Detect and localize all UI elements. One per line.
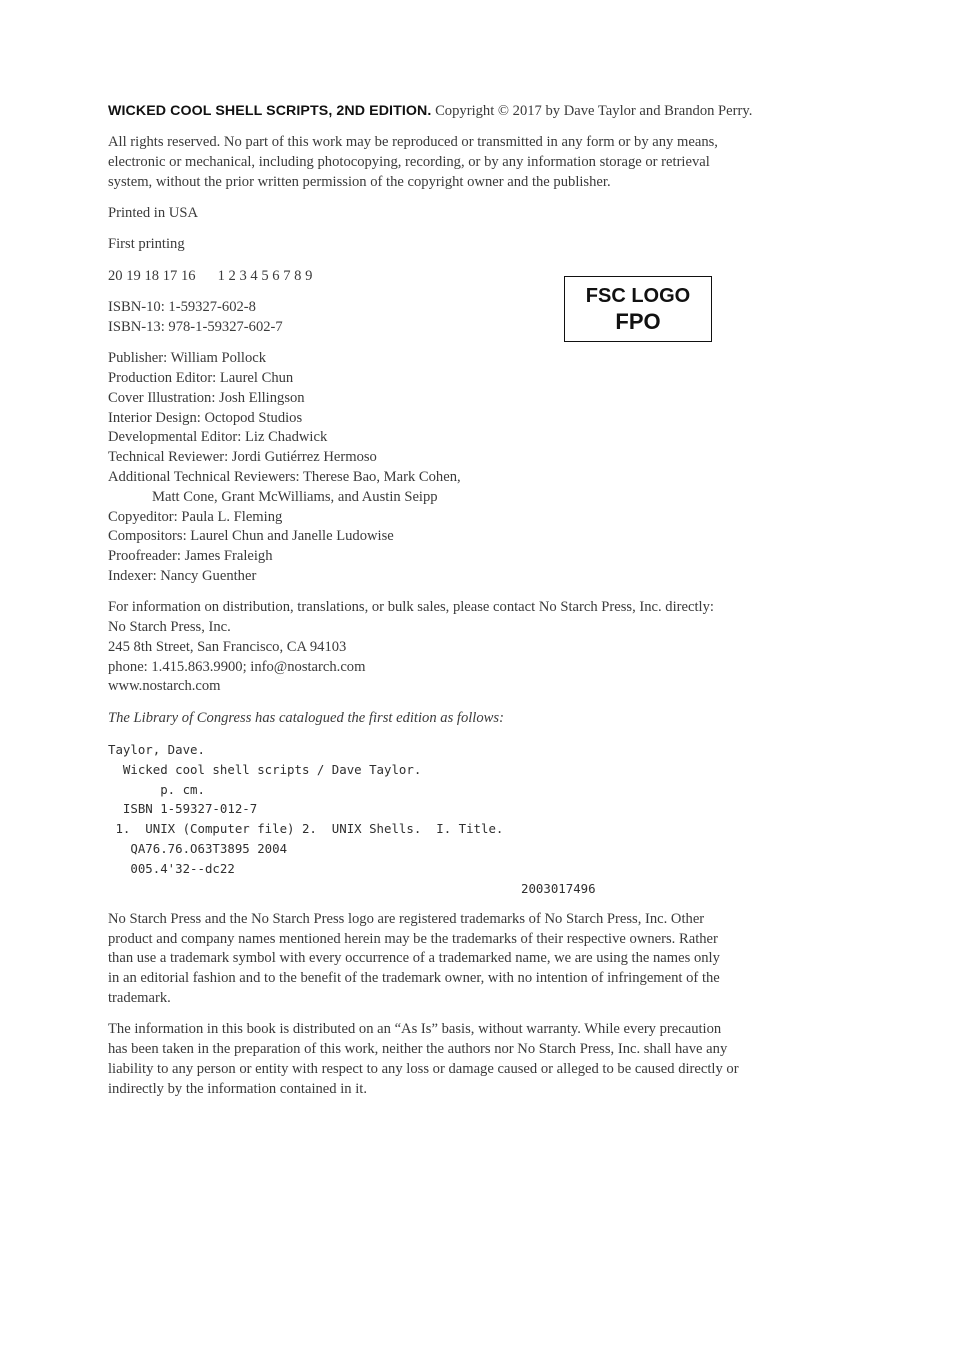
- cip-line: 1. UNIX (Computer file) 2. UNIX Shells. I. Title.: [108, 821, 504, 837]
- cip-line: 005.4'32--dc22: [108, 860, 235, 876]
- credit-line-continued: Matt Cone, Grant McWilliams, and Austin Seipp: [152, 488, 438, 505]
- credit-line: Compositors: Laurel Chun and Janelle Ludowise: [108, 528, 394, 545]
- credit-line: Developmental Editor: Liz Chadwick: [108, 429, 328, 446]
- credit-line: Technical Reviewer: Jordi Gutiérrez Hermoso: [108, 449, 377, 466]
- trademark-line: product and company names mentioned herein may be the trademarks of their respective owners. Rather: [108, 930, 718, 947]
- copyright-notice: [108, 102, 808, 122]
- trademark-paragraph: [108, 910, 808, 1009]
- disclaimer-line: liability to any person or entity with respect to any loss or damage caused or alleged to be caused directly or: [108, 1060, 739, 1077]
- trademark-line: No Starch Press and the No Starch Press logo are registered trademarks of No Starch Press, Inc. Other: [108, 910, 705, 927]
- first-printing: First printing: [108, 236, 185, 253]
- disclaimer-line: The information in this book is distributed on an “As Is” basis, without warranty. While every precaution: [108, 1021, 722, 1038]
- printing-impressions: 1 2 3 4 5 6 7 8 9: [217, 267, 313, 284]
- copyright-text: Copyright © 2017 by Dave Taylor and Brandon Perry.: [435, 103, 753, 119]
- credit-line: Proofreader: James Fraleigh: [108, 548, 273, 565]
- credit-line: Additional Technical Reviewers: Therese Bao, Mark Cohen,: [108, 468, 461, 485]
- lccn-number: 2003017496: [521, 880, 596, 896]
- contact-intro: For information on distribution, translations, or bulk sales, please contact No Starch Press, Inc. directly:: [108, 599, 714, 616]
- credit-line: Indexer: Nancy Guenther: [108, 567, 257, 584]
- cip-line: Taylor, Dave.: [108, 742, 205, 758]
- trademark-line: in an editorial fashion and to the benefit of the trademark owner, with no intention of infringement of the: [108, 970, 720, 987]
- rights-line: electronic or mechanical, including photocopying, recording, or by any information storage or retrieval: [108, 154, 710, 171]
- disclaimer-paragraph: [108, 1020, 808, 1099]
- contact-info: [108, 598, 808, 697]
- fsc-logo-label: FSC LOGO: [585, 285, 691, 307]
- credit-line: Publisher: William Pollock: [108, 350, 267, 367]
- publisher-website: www.nostarch.com: [108, 678, 221, 695]
- copyright-page: [108, 102, 808, 1111]
- rights-paragraph: [108, 133, 808, 192]
- publisher-name: No Starch Press, Inc.: [108, 619, 231, 636]
- fsc-logo-placeholder: [564, 276, 712, 342]
- trademark-line: trademark.: [108, 990, 171, 1007]
- cip-line: QA76.76.O63T3895 2004: [108, 841, 288, 856]
- trademark-line: than use a trademark symbol with every occurrence of a trademarked name, we are using the names only: [108, 950, 720, 967]
- credit-line: Production Editor: Laurel Chun: [108, 369, 294, 386]
- credit-line: Copyeditor: Paula L. Fleming: [108, 508, 283, 525]
- cip-line: p. cm.: [108, 781, 205, 797]
- isbn-13: ISBN-13: 978-1-59327-602-7: [108, 318, 283, 335]
- cip-line: ISBN 1-59327-012-7: [108, 801, 258, 817]
- book-title: WICKED COOL SHELL SCRIPTS, 2ND EDITION.: [108, 103, 432, 119]
- credits-list: [108, 349, 808, 587]
- rights-line: system, without the prior written permission of the copyright owner and the publisher.: [108, 173, 611, 190]
- isbn-10: ISBN-10: 1-59327-602-8: [108, 299, 256, 316]
- fpo-label: FPO: [615, 309, 661, 334]
- credit-line: Cover Illustration: Josh Ellingson: [108, 389, 305, 406]
- publisher-address: 245 8th Street, San Francisco, CA 94103: [108, 638, 347, 655]
- printing-years: 20 19 18 17 16: [108, 267, 196, 284]
- cip-data: [108, 740, 808, 898]
- rights-line: All rights reserved. No part of this work may be reproduced or transmitted in any form or by any means,: [108, 134, 718, 151]
- credit-line: Interior Design: Octopod Studios: [108, 409, 303, 426]
- loc-intro: The Library of Congress has catalogued the first edition as follows:: [108, 709, 504, 726]
- printed-in: Printed in USA: [108, 205, 198, 222]
- disclaimer-line: has been taken in the preparation of this work, neither the authors nor No Starch Press, Inc. shall have any: [108, 1041, 728, 1058]
- cip-line: Wicked cool shell scripts / Dave Taylor.: [108, 761, 422, 777]
- publisher-phone-email: phone: 1.415.863.9900; info@nostarch.com: [108, 658, 366, 675]
- disclaimer-line: indirectly by the information contained in it.: [108, 1080, 367, 1097]
